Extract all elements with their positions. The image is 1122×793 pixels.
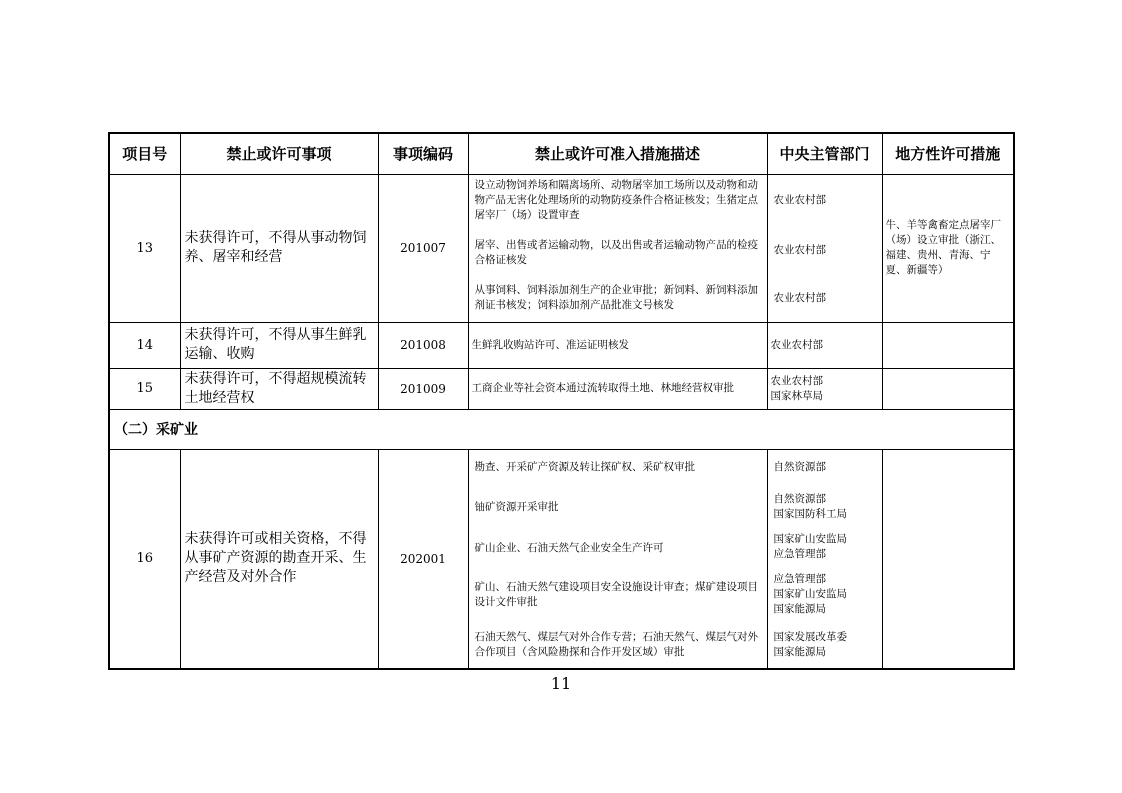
table-row [109, 174, 1014, 322]
measure-description: 生鲜乳收购站许可、准运证明核发 [468, 322, 767, 368]
item-number: 13 [109, 174, 180, 322]
measure-description: 屠宰、出售或者运输动物，以及出售或者运输动物产品的检疫合格证核发 [474, 238, 758, 266]
item-code: 202001 [378, 449, 468, 669]
header-cell: 事项编码 [378, 133, 468, 174]
measure-description: 铀矿资源开采审批 [474, 500, 559, 513]
measure-description: 石油天然气、煤层气对外合作专营；石油天然气、煤层气对外合作项目（含风险勘探和合作开发区域）审批 [474, 630, 758, 658]
table-row [109, 368, 1014, 409]
department: 农业农村部 [773, 243, 826, 256]
item-title: 未获得许可，不得从事动物饲养、屠宰和经营 [180, 174, 378, 322]
department: 农业农村部 国家林草局 [767, 368, 882, 409]
department: 农业农村部 [767, 322, 882, 368]
measure-description: 设立动物饲养场和隔离场所、动物屠宰加工场所以及动物和动物产品无害化处理场所的动物防疫条件合格证核发；生猪定点屠宰厂（场）设置审查 [474, 178, 758, 221]
department: 国家矿山安监局 应急管理部 [773, 532, 847, 560]
item-number: 16 [109, 449, 180, 669]
measure-description: 矿山企业、石油天然气企业安全生产许可 [474, 541, 664, 554]
measure-description: 勘查、开采矿产资源及转让探矿权、采矿权审批 [474, 460, 695, 473]
table-row [109, 322, 1014, 368]
department: 国家发展改革委 国家能源局 [773, 630, 847, 658]
item-number: 14 [109, 322, 180, 368]
measure-description: 从事饲料、饲料添加剂生产的企业审批；新饲料、新饲料添加剂证书核发；饲料添加剂产品批准文号核发 [474, 283, 758, 311]
item-code: 201008 [378, 322, 468, 368]
header-cell: 中央主管部门 [767, 133, 882, 174]
local-measure [882, 449, 1014, 669]
header-cell: 禁止或许可事项 [180, 133, 378, 174]
measure-description: 工商企业等社会资本通过流转取得土地、林地经营权审批 [468, 368, 767, 409]
item-title: 未获得许可，不得从事生鲜乳运输、收购 [180, 322, 378, 368]
local-measure: 牛、羊等禽畜定点屠宰厂（场）设立审批（浙江、福建、贵州、青海、宁夏、新疆等） [882, 174, 1014, 322]
item-title: 未获得许可或相关资格，不得从事矿产资源的勘查开采、生产经营及对外合作 [180, 449, 378, 669]
department: 自然资源部 [773, 460, 826, 473]
department: 农业农村部 [773, 291, 826, 304]
section-row [109, 409, 1014, 449]
header-cell: 禁止或许可准入措施描述 [468, 133, 767, 174]
item-number: 15 [109, 368, 180, 409]
item-code: 201007 [378, 174, 468, 322]
section-title: （二）采矿业 [109, 409, 1014, 449]
header-cell: 地方性许可措施 [882, 133, 1014, 174]
department: 应急管理部 国家矿山安监局 国家能源局 [773, 572, 847, 615]
local-measure [882, 322, 1014, 368]
item-title: 未获得许可，不得超规模流转土地经营权 [180, 368, 378, 409]
local-measure [882, 368, 1014, 409]
header-row [109, 133, 1014, 174]
table-row [109, 449, 1014, 669]
permit-table [108, 132, 1015, 670]
page-number: 11 [550, 674, 572, 693]
measure-description: 矿山、石油天然气建设项目安全设施设计审查；煤矿建设项目设计文件审批 [474, 580, 758, 608]
department: 自然资源部 国家国防科工局 [773, 492, 847, 520]
department: 农业农村部 [773, 193, 826, 206]
item-code: 201009 [378, 368, 468, 409]
header-cell: 项目号 [109, 133, 180, 174]
